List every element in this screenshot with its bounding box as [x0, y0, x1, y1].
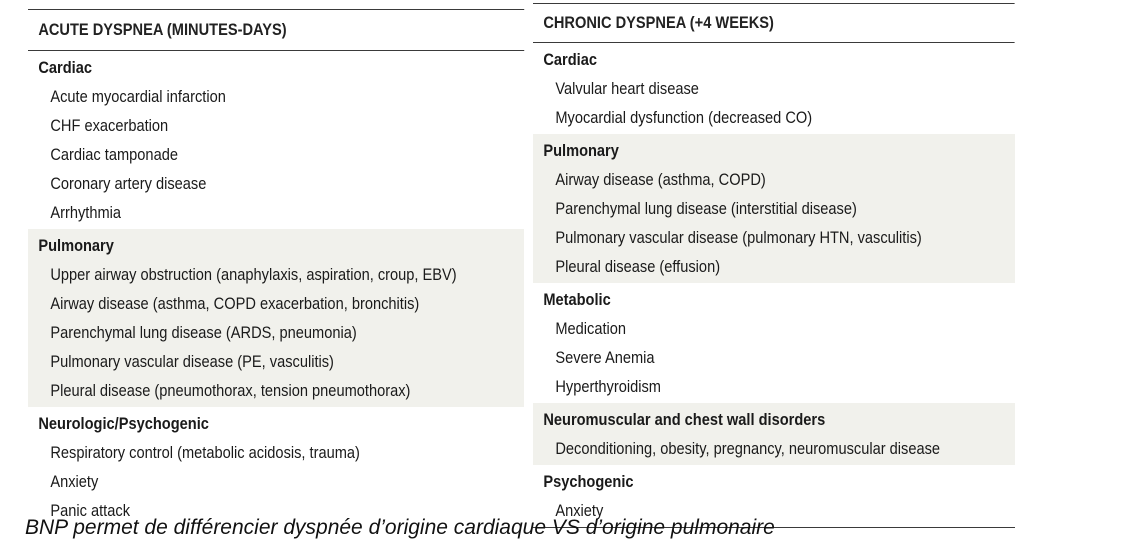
list-item: Panic attack — [50, 501, 131, 520]
chronic-dyspnea-table — [533, 3, 1015, 528]
list-item: Airway disease (asthma, COPD) — [555, 170, 766, 189]
list-item: Respiratory control (metabolic acidosis, trauma) — [50, 443, 360, 462]
category-label: Cardiac — [543, 50, 597, 69]
list-item: Pleural disease (effusion) — [555, 257, 721, 276]
category-label: Metabolic — [543, 290, 611, 309]
chronic-group-metabolic — [533, 283, 1015, 403]
list-item: Pulmonary vascular disease (pulmonary HTN, vasculitis) — [555, 228, 922, 247]
list-item: Anxiety — [50, 472, 99, 491]
list-item: Severe Anemia — [555, 348, 655, 367]
list-item: Parenchymal lung disease (ARDS, pneumonia) — [50, 323, 357, 342]
list-item: Coronary artery disease — [50, 174, 207, 193]
list-item: Deconditioning, obesity, pregnancy, neuromuscular disease — [555, 439, 941, 458]
category-label: Neuromuscular and chest wall disorders — [543, 410, 826, 429]
list-item: Cardiac tamponade — [50, 145, 178, 164]
list-item: CHF exacerbation — [50, 116, 169, 135]
list-item: Airway disease (asthma, COPD exacerbation, bronchitis) — [50, 294, 420, 313]
chronic-group-pulmonary — [533, 134, 1015, 283]
category-label: Neurologic/Psychogenic — [38, 414, 209, 433]
list-item: Hyperthyroidism — [555, 377, 661, 396]
list-item: Parenchymal lung disease (interstitial disease) — [555, 199, 857, 218]
caption-note: BNP permet de différencier dyspnée d’origine cardiaque VS d’origine pulmonaire — [25, 516, 775, 539]
acute-table-header: ACUTE DYSPNEA (MINUTES-DAYS) — [28, 9, 524, 51]
list-item: Anxiety — [555, 501, 604, 520]
list-item: Valvular heart disease — [555, 79, 699, 98]
acute-group-neurologic — [28, 407, 524, 527]
list-item: Upper airway obstruction (anaphylaxis, aspiration, croup, EBV) — [50, 265, 457, 284]
chronic-table-header: CHRONIC DYSPNEA (+4 WEEKS) — [533, 3, 1015, 43]
list-item: Arrhythmia — [50, 203, 122, 222]
list-item: Myocardial dysfunction (decreased CO) — [555, 108, 813, 127]
list-item: Medication — [555, 319, 627, 338]
category-label: Pulmonary — [543, 141, 619, 160]
list-item: Acute myocardial infarction — [50, 87, 226, 106]
acute-group-pulmonary — [28, 229, 524, 407]
list-item: Pulmonary vascular disease (PE, vasculitis) — [50, 352, 334, 371]
category-label: Pulmonary — [38, 236, 114, 255]
category-label: Cardiac — [38, 58, 92, 77]
chronic-group-cardiac — [533, 43, 1015, 134]
acute-dyspnea-table — [28, 9, 524, 527]
acute-group-cardiac — [28, 51, 524, 229]
list-item: Pleural disease (pneumothorax, tension pneumothorax) — [50, 381, 411, 400]
category-label: Psychogenic — [543, 472, 634, 491]
chronic-group-neuromuscular — [533, 403, 1015, 465]
